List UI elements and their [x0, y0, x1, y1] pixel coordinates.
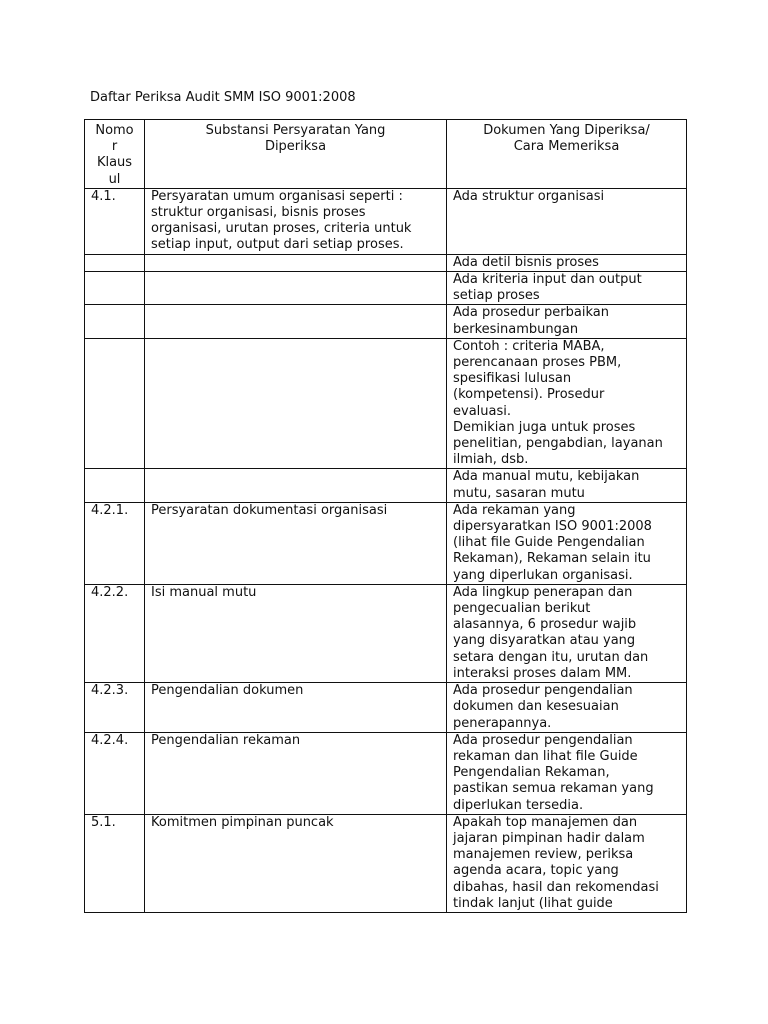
requirement-cell: Isi manual mutu [145, 584, 447, 682]
table-row [85, 338, 687, 469]
clause-number-cell: 4.2.2. [85, 584, 145, 682]
document-cell: Ada rekaman yang dipersyaratkan ISO 9001:2008 (lihat file Guide Pengendalian Rekaman), Rekaman selain itu yang diperlukan organisasi. [447, 502, 687, 584]
table-row [85, 188, 687, 254]
document-cell: Ada prosedur pengendalian rekaman dan lihat file Guide Pengendalian Rekaman, pastikan semua rekaman yang diperlukan tersedia. [447, 732, 687, 814]
table-header-row [85, 120, 687, 189]
document-cell: Apakah top manajemen dan jajaran pimpinan hadir dalam manajemen review, periksa agenda acara, topic yang dibahas, hasil dan rekomendasi tindak lanjut (lihat guide [447, 814, 687, 912]
requirement-cell [145, 305, 447, 338]
document-cell: Ada struktur organisasi [447, 188, 687, 254]
clause-number-cell: 4.1. [85, 188, 145, 254]
clause-number-cell [85, 338, 145, 469]
header-requirement-substance: Substansi Persyaratan Yang Diperiksa [145, 120, 447, 189]
clause-number-cell: 4.2.3. [85, 683, 145, 733]
header-document-checked: Dokumen Yang Diperiksa/ Cara Memeriksa [447, 120, 687, 189]
requirement-cell: Pengendalian dokumen [145, 683, 447, 733]
clause-number-cell [85, 254, 145, 271]
requirement-cell: Pengendalian rekaman [145, 732, 447, 814]
clause-number-cell [85, 272, 145, 305]
audit-checklist-table [84, 119, 687, 913]
document-cell: Ada prosedur pengendalian dokumen dan kesesuaian penerapannya. [447, 683, 687, 733]
table-row [85, 502, 687, 584]
requirement-cell: Persyaratan umum organisasi seperti : struktur organisasi, bisnis proses organisasi, urutan proses, criteria untuk setiap input, output dari setiap proses. [145, 188, 447, 254]
document-cell: Ada detil bisnis proses [447, 254, 687, 271]
document-cell: Ada kriteria input dan output setiap proses [447, 272, 687, 305]
document-cell: Contoh : criteria MABA, perencanaan proses PBM, spesifikasi lulusan (kompetensi). Prosedur evaluasi. Demikian juga untuk proses penelitian, pengabdian, layanan ilmiah, dsb. [447, 338, 687, 469]
requirement-cell [145, 338, 447, 469]
table-row [85, 814, 687, 912]
requirement-cell [145, 272, 447, 305]
table-row [85, 732, 687, 814]
table-row [85, 254, 687, 271]
clause-number-cell [85, 305, 145, 338]
document-cell: Ada manual mutu, kebijakan mutu, sasaran mutu [447, 469, 687, 502]
document-title: Daftar Periksa Audit SMM ISO 9001:2008 [90, 90, 356, 105]
requirement-cell [145, 469, 447, 502]
requirement-cell: Komitmen pimpinan puncak [145, 814, 447, 912]
table-row [85, 305, 687, 338]
header-clause-number: Nomo r Klaus ul [85, 120, 145, 189]
clause-number-cell [85, 469, 145, 502]
table-row [85, 272, 687, 305]
clause-number-cell: 4.2.1. [85, 502, 145, 584]
requirement-cell [145, 254, 447, 271]
document-cell: Ada lingkup penerapan dan pengecualian berikut alasannya, 6 prosedur wajib yang disyaratkan atau yang setara dengan itu, urutan dan interaksi proses dalam MM. [447, 584, 687, 682]
table-row [85, 469, 687, 502]
table-row [85, 683, 687, 733]
table-row [85, 584, 687, 682]
document-cell: Ada prosedur perbaikan berkesinambungan [447, 305, 687, 338]
clause-number-cell: 5.1. [85, 814, 145, 912]
requirement-cell: Persyaratan dokumentasi organisasi [145, 502, 447, 584]
clause-number-cell: 4.2.4. [85, 732, 145, 814]
